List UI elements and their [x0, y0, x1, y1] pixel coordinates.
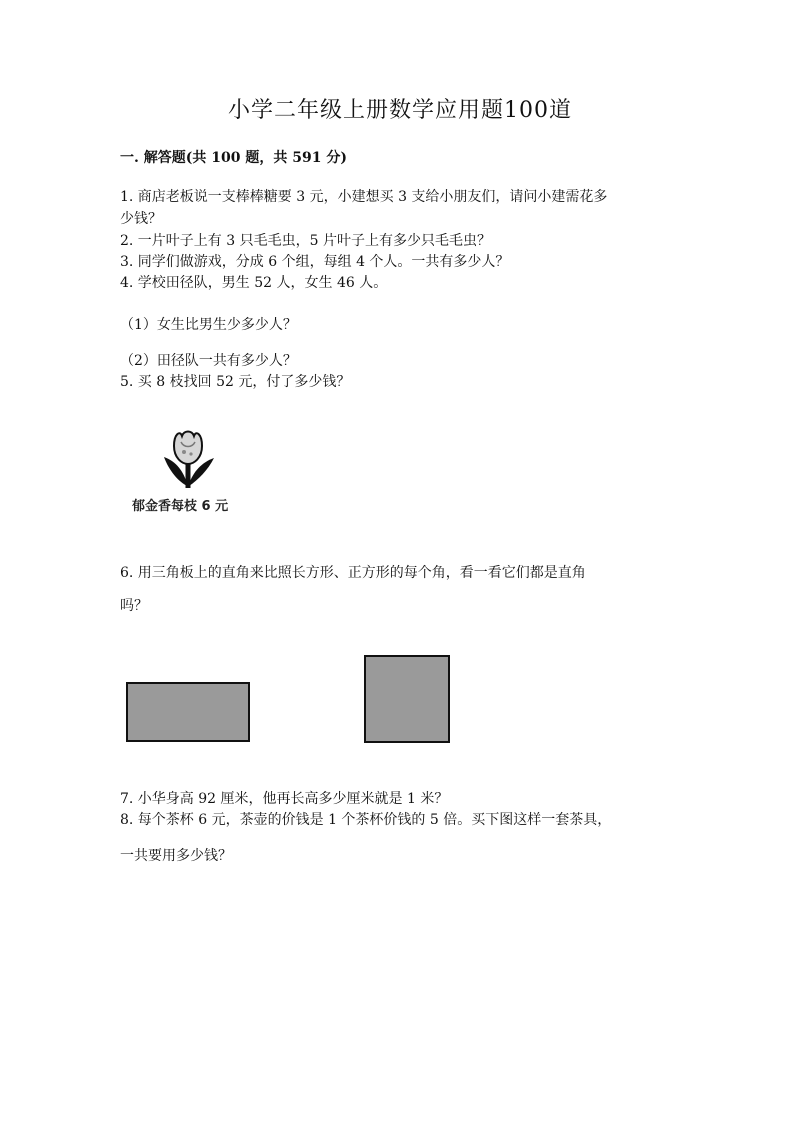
question-8-line-2: 一共要用多少钱？	[120, 848, 232, 864]
page-title: 小学二年级上册数学应用题100道	[228, 98, 572, 123]
rectangle-shape	[126, 682, 250, 742]
question-3: 3. 同学们做游戏，分成 6 个组，每组 4 个人。一共有多少人？	[120, 254, 510, 270]
question-1-line-1: 1. 商店老板说一支棒棒糖要 3 元，小建想买 3 支给小朋友们，请问小建需花多	[120, 189, 608, 205]
tulip-icon	[126, 428, 256, 494]
tulip-caption: 郁金香每枝 6 元	[132, 499, 229, 514]
question-8-line-1: 8. 每个茶杯 6 元，茶壶的价钱是 1 个茶杯价钱的 5 倍。买下图这样一套茶具，	[120, 812, 612, 828]
question-6-line-1: 6. 用三角板上的直角来比照长方形、正方形的每个角，看一看它们都是直角	[120, 565, 586, 581]
question-4-subpart-1: （1）女生比男生少多少人？	[120, 317, 297, 333]
tulip-figure	[126, 428, 256, 520]
square-shape	[364, 655, 450, 743]
question-2: 2. 一片叶子上有 3 只毛毛虫，5 片叶子上有多少只毛毛虫？	[120, 233, 491, 249]
question-5: 5. 买 8 枝找回 52 元，付了多少钱？	[120, 374, 351, 390]
question-7: 7. 小华身高 92 厘米，他再长高多少厘米就是 1 米？	[120, 791, 449, 807]
question-6-line-2: 吗？	[120, 598, 148, 614]
question-4: 4. 学校田径队，男生 52 人，女生 46 人。	[120, 275, 388, 291]
section-heading: 一. 解答题(共 100 题，共 591 分)	[120, 150, 347, 166]
question-1-line-2: 少钱？	[120, 211, 162, 227]
question-4-subpart-2: （2）田径队一共有多少人？	[120, 353, 297, 369]
